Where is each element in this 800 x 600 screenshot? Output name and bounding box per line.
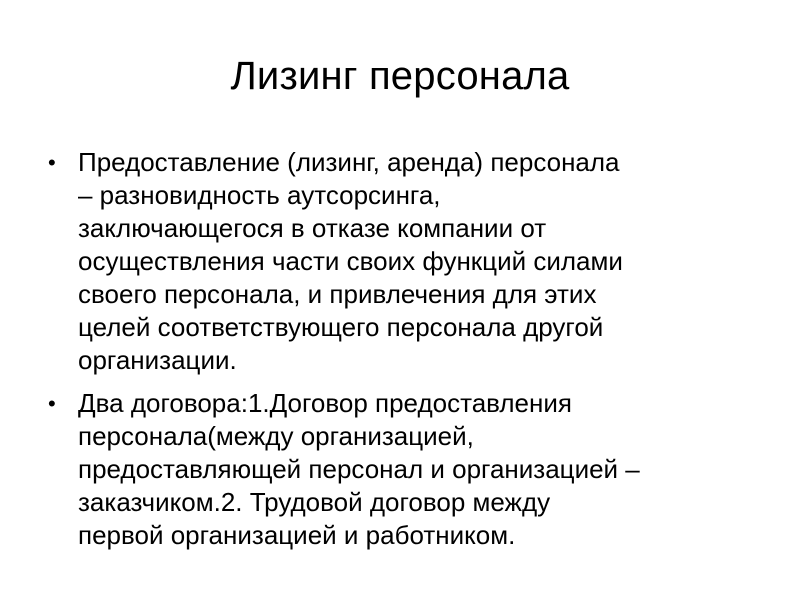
bullet-line: Предоставление (лизинг, аренда) персонала bbox=[78, 147, 620, 177]
bullet-line: – разновидность аутсорсинга, bbox=[78, 180, 441, 210]
bullet-line: Два договора:1.Договор предоставления bbox=[78, 388, 572, 418]
bullet-item bbox=[48, 387, 770, 552]
bullet-line: целей соответствующего персонала другой bbox=[78, 312, 604, 342]
bullet-text bbox=[78, 387, 770, 552]
bullet-list bbox=[48, 146, 770, 562]
bullet-line: заказчиком.2. Трудовой договор между bbox=[78, 487, 551, 517]
slide-title: Лизинг персонала bbox=[230, 54, 570, 98]
bullet-line: предоставляющей персонал и организацией – bbox=[78, 454, 640, 484]
bullet-line: заключающегося в отказе компании от bbox=[78, 213, 547, 243]
bullet-line: первой организацией и работником. bbox=[78, 520, 516, 550]
bullet-item bbox=[48, 146, 770, 377]
bullet-line: своего персонала, и привлечения для этих bbox=[78, 279, 597, 309]
bullet-marker: • bbox=[48, 391, 56, 416]
bullet-marker: • bbox=[48, 150, 56, 175]
bullet-line: осуществления части своих функций силами bbox=[78, 246, 623, 276]
bullet-text bbox=[78, 146, 770, 377]
bullet-line: организации. bbox=[78, 345, 237, 375]
bullet-line: персонала(между организацией, bbox=[78, 421, 474, 451]
